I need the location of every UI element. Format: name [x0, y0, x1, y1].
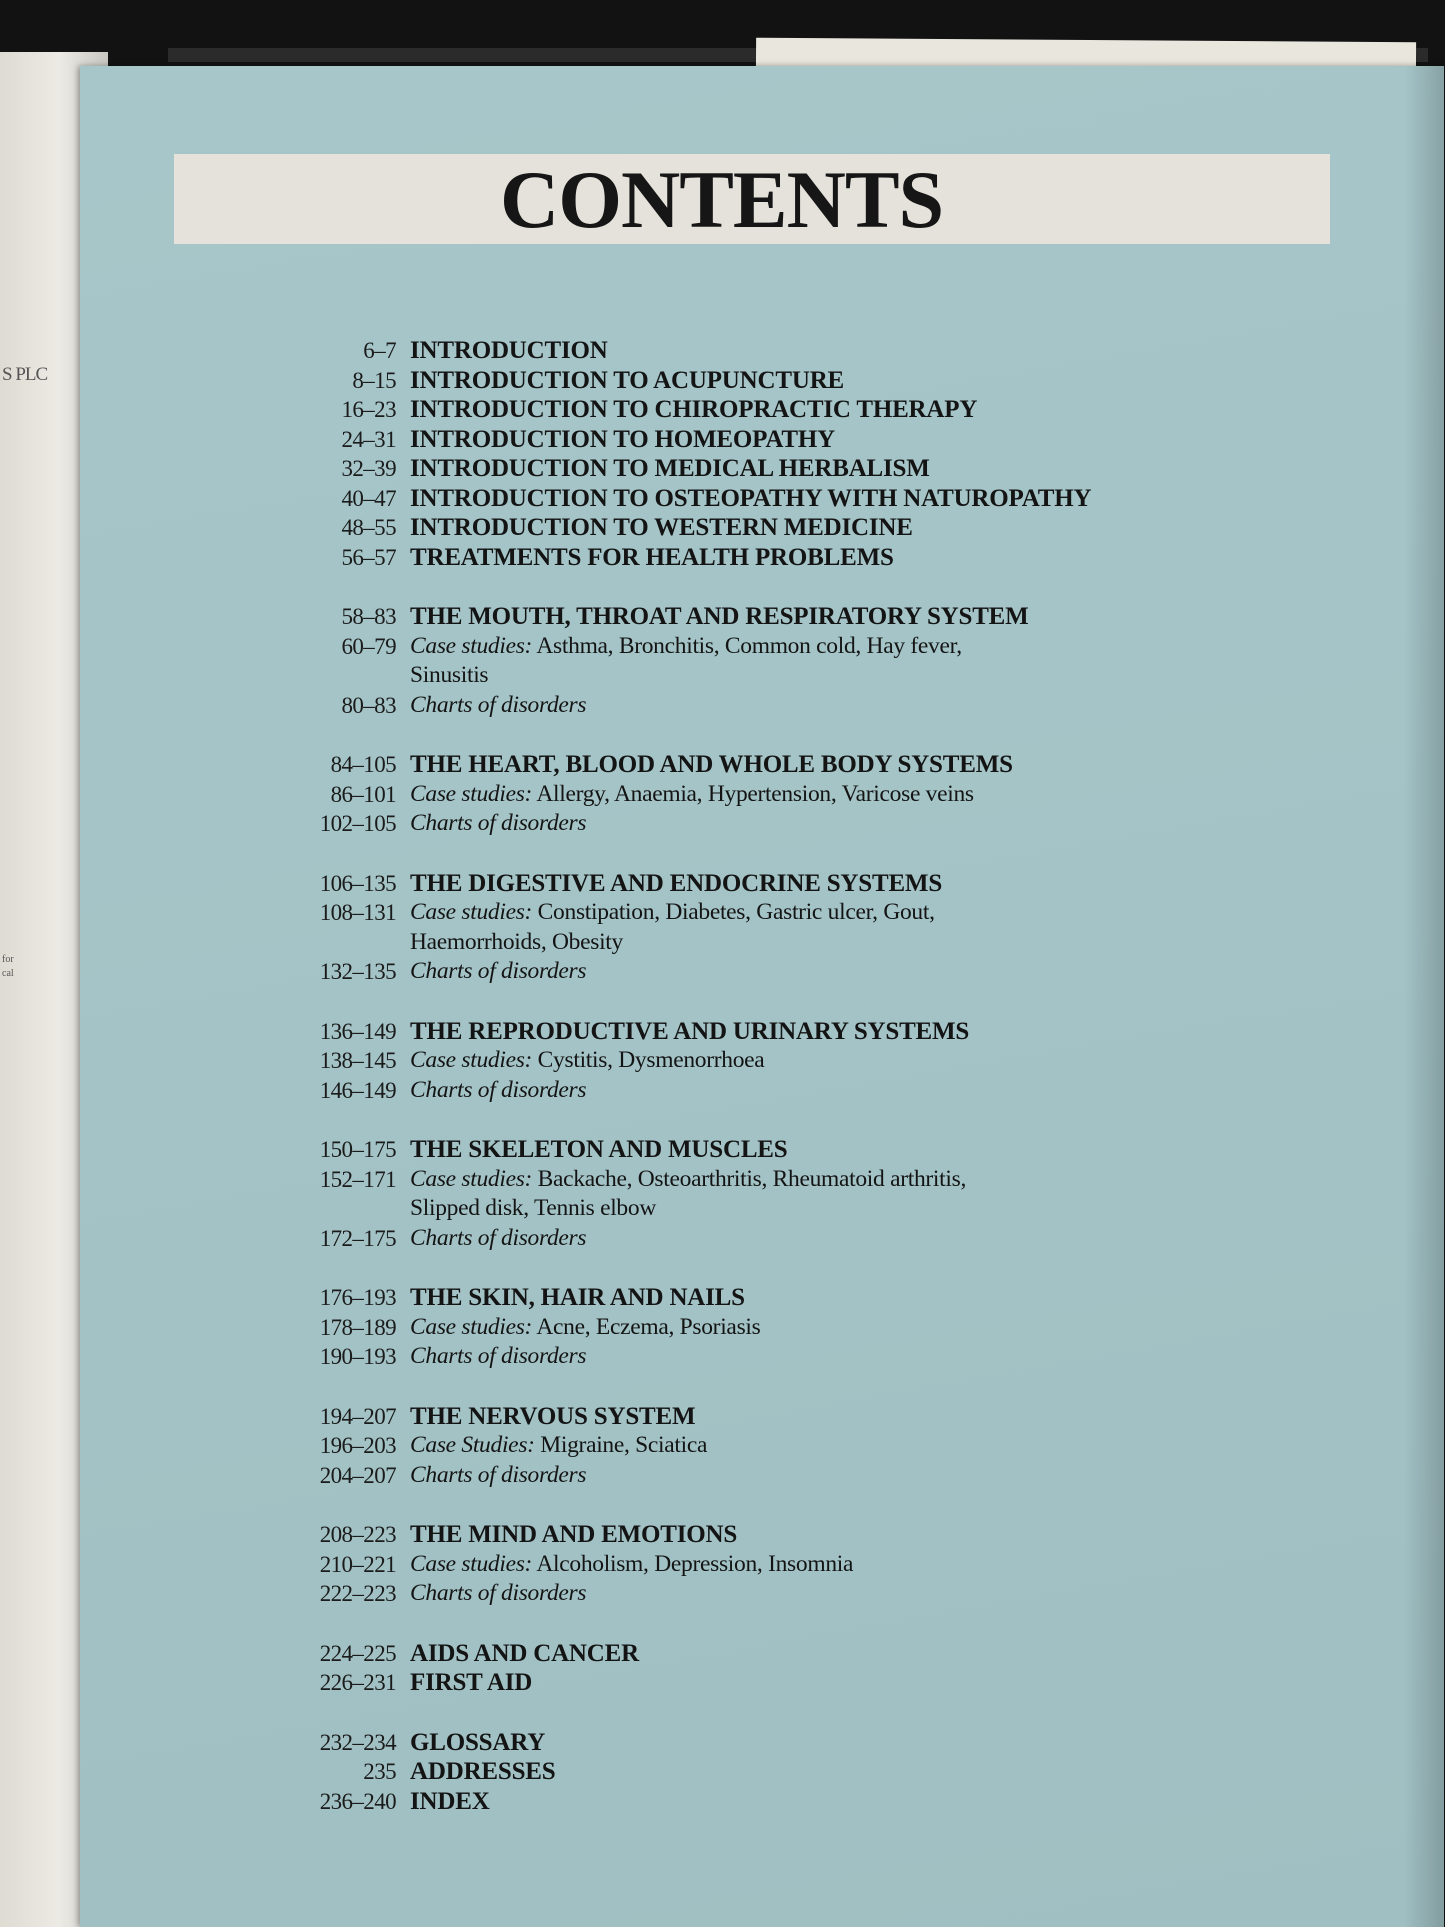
entry-title: INTRODUCTION TO CHIROPRACTIC THERAPY: [410, 396, 978, 423]
toc-entry: [80, 543, 1380, 573]
case-studies-list: Alcoholism, Depression, Insomnia: [536, 1550, 854, 1577]
toc-entry: [80, 484, 1380, 514]
table-of-contents: [80, 336, 1380, 1846]
entry-title: THE SKIN, HAIR AND NAILS: [410, 1284, 745, 1311]
page-range: 86–101: [330, 781, 396, 807]
toc-section: [80, 750, 1380, 839]
toc-entry: [80, 1076, 1380, 1106]
page-range: 58–83: [341, 604, 396, 629]
page-range: 56–57: [341, 544, 396, 570]
toc-entry: [80, 898, 1380, 928]
charts-entry: Charts of disorders: [410, 958, 587, 984]
entry-title: THE REPRODUCTIVE AND URINARY SYSTEMS: [410, 1017, 970, 1045]
case-studies-entry: [410, 780, 1210, 810]
toc-entry: [80, 1313, 1380, 1343]
entry-title: GLOSSARY: [410, 1728, 546, 1756]
case-studies-entry: [410, 1046, 1210, 1076]
entry-title: INTRODUCTION TO OSTEOPATHY WITH NATUROPATHY: [410, 484, 1092, 512]
toc-entry: [80, 454, 1380, 484]
case-studies-entry: [410, 1550, 1210, 1580]
charts-entry: Charts of disorders: [410, 1580, 587, 1606]
contents-page: [80, 66, 1444, 1927]
charts-entry: Charts of disorders: [410, 1224, 587, 1251]
entry-title: THE HEART, BLOOD AND WHOLE BODY SYSTEMS: [410, 751, 1013, 778]
page-range: 190–193: [319, 1344, 396, 1369]
left-page-fragment: S PLC: [2, 364, 48, 385]
page-range: 150–175: [319, 1137, 396, 1162]
entry-continuation: Sinusitis: [410, 662, 489, 688]
case-studies-list: Acne, Eczema, Psoriasis: [536, 1313, 761, 1340]
charts-entry: Charts of disorders: [410, 1076, 587, 1103]
case-studies-entry: [410, 632, 1210, 662]
charts-entry: Charts of disorders: [410, 810, 587, 836]
entry-title: INTRODUCTION TO MEDICAL HERBALISM: [410, 455, 930, 482]
toc-entry: [80, 957, 1380, 987]
case-studies-list: Asthma, Bronchitis, Common cold, Hay fever,: [536, 632, 962, 659]
entry-title: INTRODUCTION: [410, 337, 608, 364]
entry-title: FIRST AID: [410, 1669, 533, 1696]
toc-entry: [80, 1135, 1380, 1165]
toc-section: [80, 1135, 1380, 1253]
page-range: 208–223: [319, 1522, 396, 1547]
page-range: 132–135: [319, 959, 396, 984]
case-studies-list: Migraine, Sciatica: [540, 1432, 708, 1458]
charts-entry: Charts of disorders: [410, 1461, 587, 1488]
entry-title: ADDRESSES: [410, 1758, 556, 1785]
toc-entry: [80, 1431, 1380, 1461]
case-studies-list: Constipation, Diabetes, Gastric ulcer, Gout,: [537, 899, 935, 925]
page-range: 108–131: [319, 900, 396, 925]
toc-entry: [80, 1165, 1380, 1195]
toc-entry: [80, 632, 1380, 662]
page-range: 172–175: [319, 1225, 396, 1251]
page-range: 106–135: [319, 870, 396, 896]
case-studies-label: Case Studies:: [410, 1432, 535, 1458]
case-studies-entry: [410, 1165, 1210, 1195]
title-band: [174, 154, 1330, 244]
toc-entry: [80, 1017, 1380, 1047]
page-range: 236–240: [319, 1788, 396, 1814]
case-studies-entry: [410, 898, 1210, 928]
page-range: 102–105: [319, 811, 396, 836]
page-range: 152–171: [319, 1166, 396, 1192]
entry-title: THE MIND AND EMOTIONS: [410, 1521, 738, 1548]
toc-entry: [80, 336, 1380, 366]
toc-entry: [80, 1579, 1380, 1609]
page-range: 136–149: [319, 1018, 396, 1044]
page-range: 48–55: [341, 515, 396, 540]
toc-section: [80, 1402, 1380, 1491]
entry-title: AIDS AND CANCER: [410, 1639, 639, 1667]
charts-entry: Charts of disorders: [410, 1343, 587, 1369]
case-studies-entry: [410, 1431, 1210, 1461]
page-range: 204–207: [319, 1462, 396, 1488]
page-range: 222–223: [319, 1581, 396, 1606]
page-range: 24–31: [341, 426, 396, 452]
toc-entry: [80, 1224, 1380, 1254]
case-studies-list: Allergy, Anaemia, Hypertension, Varicose veins: [536, 780, 974, 807]
page-range: 16–23: [341, 397, 396, 422]
case-studies-list: Cystitis, Dysmenorrhoea: [537, 1047, 765, 1073]
case-studies-label: Case studies:: [410, 1313, 533, 1340]
left-page-fragment: for: [2, 954, 14, 965]
entry-title: THE SKELETON AND MUSCLES: [410, 1136, 788, 1163]
toc-entry: [80, 425, 1380, 455]
toc-entry: [80, 602, 1380, 632]
page-range: 176–193: [319, 1285, 396, 1310]
case-studies-label: Case studies:: [410, 632, 533, 659]
page-shadow: [1404, 66, 1444, 1927]
page-range: 6–7: [363, 338, 396, 363]
page-range: 60–79: [341, 633, 396, 659]
page-title: CONTENTS: [500, 154, 944, 245]
toc-section: [80, 602, 1380, 720]
toc-section: [80, 336, 1380, 572]
toc-entry: [80, 366, 1380, 396]
entry-title: INTRODUCTION TO HOMEOPATHY: [410, 425, 835, 453]
toc-entry: [80, 1046, 1380, 1076]
toc-entry: [80, 1402, 1380, 1432]
entry-title: INTRODUCTION TO ACUPUNCTURE: [410, 366, 845, 394]
toc-section: [80, 1283, 1380, 1372]
toc-entry: [80, 1342, 1380, 1372]
page-range: 210–221: [319, 1551, 396, 1577]
entry-continuation: Haemorrhoids, Obesity: [410, 928, 623, 955]
left-page-fragment: cal: [2, 968, 14, 979]
toc-entry: [80, 395, 1380, 425]
toc-entry: [80, 1728, 1380, 1758]
page-range: 235: [363, 1759, 396, 1784]
page-range: 226–231: [319, 1670, 396, 1695]
case-studies-label: Case studies:: [410, 1550, 533, 1577]
toc-entry: [80, 1283, 1380, 1313]
page-range: 224–225: [319, 1640, 396, 1666]
toc-section: [80, 1728, 1380, 1817]
toc-entry: [80, 750, 1380, 780]
toc-entry: [80, 1550, 1380, 1580]
case-studies-label: Case studies:: [410, 1047, 533, 1073]
toc-entry: [80, 869, 1380, 899]
toc-entry: [80, 809, 1380, 839]
toc-entry: [80, 1639, 1380, 1669]
entry-continuation: Slipped disk, Tennis elbow: [410, 1195, 657, 1221]
charts-entry: Charts of disorders: [410, 691, 587, 718]
toc-entry: [80, 1787, 1380, 1817]
toc-entry: [80, 513, 1380, 543]
toc-entry: [80, 691, 1380, 721]
case-studies-list: Backache, Osteoarthritis, Rheumatoid arthritis,: [537, 1165, 967, 1192]
page-range: 232–234: [319, 1729, 396, 1755]
case-studies-label: Case studies:: [410, 899, 533, 925]
toc-entry: [80, 1668, 1380, 1698]
toc-entry: [80, 1520, 1380, 1550]
entry-title: INTRODUCTION TO WESTERN MEDICINE: [410, 514, 913, 541]
toc-entry: [80, 1194, 1380, 1224]
page-range: 80–83: [341, 692, 396, 718]
page-range: 32–39: [341, 456, 396, 481]
page-range: 138–145: [319, 1048, 396, 1073]
page-range: 40–47: [341, 485, 396, 511]
toc-entry: [80, 1461, 1380, 1491]
toc-section: [80, 1639, 1380, 1698]
entry-title: THE DIGESTIVE AND ENDOCRINE SYSTEMS: [410, 869, 943, 897]
case-studies-label: Case studies:: [410, 1165, 533, 1192]
entry-title: THE NERVOUS SYSTEM: [410, 1402, 696, 1430]
toc-entry: [80, 661, 1380, 691]
page-range: 146–149: [319, 1077, 396, 1103]
entry-title: TREATMENTS FOR HEALTH PROBLEMS: [410, 543, 894, 571]
page-range: 196–203: [319, 1433, 396, 1458]
toc-entry: [80, 1757, 1380, 1787]
entry-title: THE MOUTH, THROAT AND RESPIRATORY SYSTEM: [410, 603, 1029, 630]
toc-section: [80, 1017, 1380, 1106]
toc-entry: [80, 928, 1380, 958]
page-range: 178–189: [319, 1314, 396, 1340]
page-range: 84–105: [330, 752, 396, 777]
toc-section: [80, 1520, 1380, 1609]
case-studies-entry: [410, 1313, 1210, 1343]
page-range: 194–207: [319, 1403, 396, 1429]
case-studies-label: Case studies:: [410, 780, 533, 807]
toc-section: [80, 869, 1380, 987]
toc-entry: [80, 780, 1380, 810]
page-range: 8–15: [352, 367, 396, 393]
entry-title: INDEX: [410, 1787, 490, 1815]
